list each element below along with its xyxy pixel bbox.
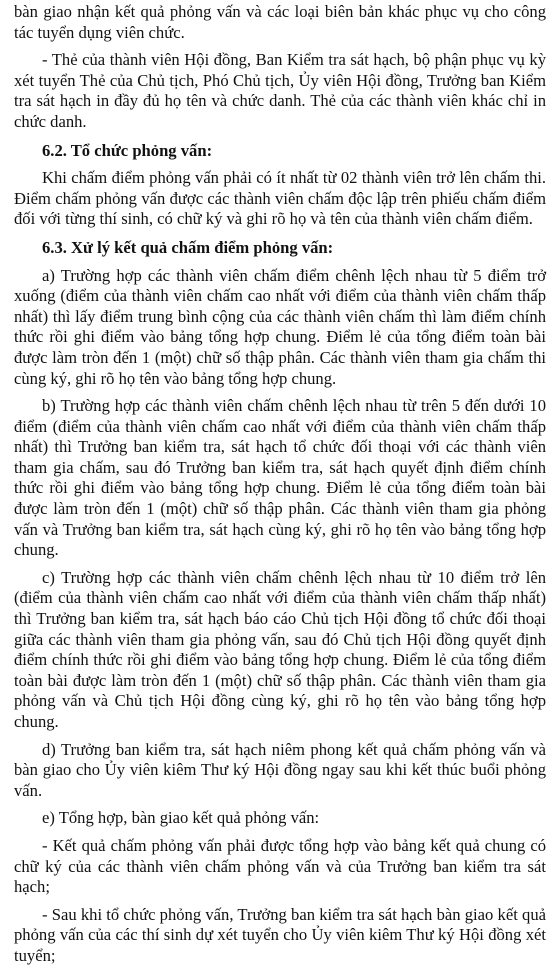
paragraph-results-summary: - Kết quả chấm phỏng vấn phải được tổng hợp vào bảng kết quả chung có chữ ký của các thành viên chấm phỏng vấn và của Trưởng ban kiểm tra sát hạch; bbox=[14, 835, 546, 897]
paragraph-case-a: a) Trường hợp các thành viên chấm điểm chênh lệch nhau từ 5 điểm trở xuống (điểm của thành viên chấm cao nhất với điểm của thành viên chấm thấp nhất) thì lấy điểm trung bình cộng của các thành viên chấm thì làm điểm chính thức rồi ghi điểm vào bảng tổng hợp chung. Điểm lẻ của tổng điểm toàn bài được làm tròn đến 1 (một) chữ số thập phân. Các thành viên tham gia chấm thi cùng ký, ghi rõ họ tên vào bảng tổng hợp chung. bbox=[14, 265, 546, 388]
paragraph-case-d: d) Trưởng ban kiểm tra, sát hạch niêm phong kết quả chấm phỏng vấn và bàn giao cho Ủy viên kiêm Thư ký Hội đồng ngay sau khi kết thúc buổi phỏng vấn. bbox=[14, 739, 546, 800]
paragraph-case-e: e) Tổng hợp, bàn giao kết quả phỏng vấn: bbox=[42, 808, 320, 828]
paragraph-member-cards: - Thẻ của thành viên Hội đồng, Ban Kiểm tra sát hạch, bộ phận phục vụ kỳ xét tuyển Thẻ của Chủ tịch, Phó Chủ tịch, Ủy viên Hội đồng, Trưởng ban Kiểm tra sát hạch in đầy đủ họ tên và chức danh. Thẻ của các thành viên khác chỉ in chức danh. bbox=[14, 50, 546, 131]
paragraph-results-handover: - Sau khi tổ chức phỏng vấn, Trưởng ban kiểm tra sát hạch bàn giao kết quả phỏng vấn của các thí sinh dự xét tuyển cho Ủy viên kiêm Thư ký Hội đồng xét tuyển; bbox=[14, 904, 546, 965]
section-heading-6-3: 6.3. Xử lý kết quả chấm điểm phỏng vấn: bbox=[42, 237, 334, 257]
paragraph-case-c: c) Trường hợp các thành viên chấm chênh lệch nhau từ 10 điểm trở lên (điểm của thành viên chấm cao nhất với điểm của thành viên chấm thấp nhất) thì Trưởng ban kiểm tra, sát hạch báo cáo Chủ tịch Hội đồng tổ chức đối thoại giữa các thành viên tham gia phỏng vấn, sau đó Chủ tịch Hội đồng quyết định điểm chính thức rồi ghi điểm vào bảng tổng hợp chung. Điểm lẻ của tổng điểm toàn bài được làm tròn đến 1 (một) chữ số thập phân. Các thành viên tham gia phỏng vấn và Chủ tịch Hội đồng cùng ký, ghi rõ họ tên vào bảng tổng hợp chung. bbox=[14, 567, 546, 731]
section-heading-6-2: 6.2. Tổ chức phỏng vấn: bbox=[42, 140, 213, 160]
paragraph-case-b: b) Trường hợp các thành viên chấm chênh lệch nhau từ trên 5 đến dưới 10 điểm (điểm của thành viên chấm cao nhất với điểm của thành viên chấm thấp nhất) thì Trưởng ban kiểm tra, sát hạch tổ chức đối thoại với các thành viên tham gia chấm, sau đó Trưởng ban kiểm tra, sát hạch quyết định điểm chính thức rồi ghi điểm vào bảng tổng hợp chung. Điểm lẻ của tổng điểm toàn bài được làm tròn đến 1 (một) chữ số thập phân. Các thành viên tham gia phỏng vấn và Trưởng ban kiểm tra, sát hạch cùng ký, ghi rõ họ tên vào bảng tổng hợp chung. bbox=[14, 396, 546, 560]
paragraph-continuation: bàn giao nhận kết quả phỏng vấn và các loại biên bản khác phục vụ cho công tác tuyển dụng viên chức. bbox=[14, 2, 546, 42]
paragraph-interview-organization: Khi chấm điểm phỏng vấn phải có ít nhất từ 02 thành viên trở lên chấm thi. Điểm chấm phỏng vấn được các thành viên chấm độc lập trên phiếu chấm điểm đối với từng thí sinh, có chữ ký và ghi rõ họ và tên của thành viên chấm điểm. bbox=[14, 168, 546, 229]
